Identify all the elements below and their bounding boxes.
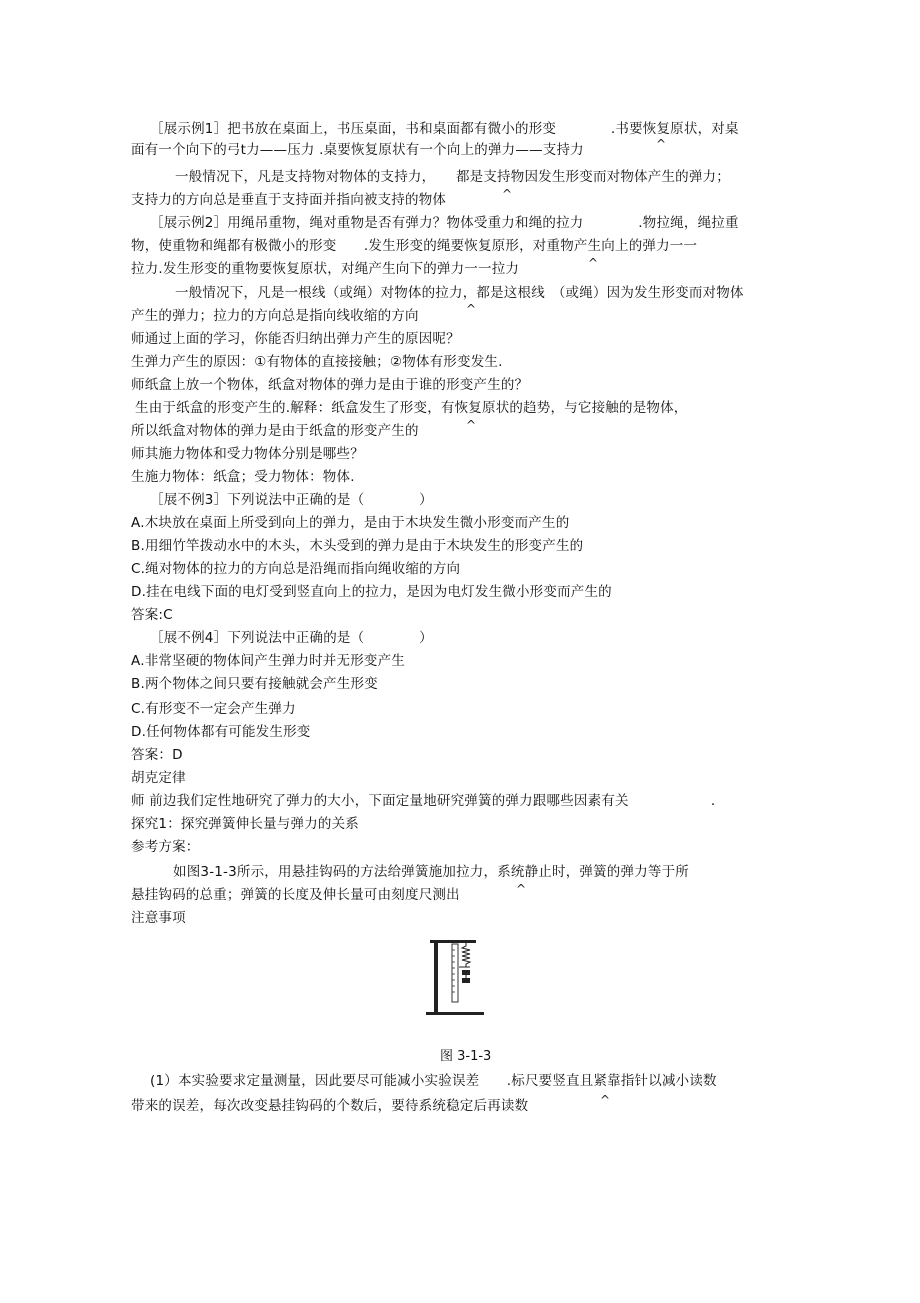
line-7: 拉力.发生形变的重物要恢复原状，对绳产生向下的弹力一一拉力 bbox=[131, 261, 520, 277]
line-22: 答案:C bbox=[131, 607, 173, 623]
line-10: 师通过上面的学习，你能否归纳出弹力产生的原因呢？ bbox=[131, 331, 460, 347]
line-31: 探究1：探究弹簧伸长量与弹力的关系 bbox=[131, 816, 359, 832]
line-25: B.两个物体之间只要有接触就会产生形变 bbox=[131, 676, 378, 692]
line-12: 师纸盒上放一个物体，纸盒对物体的弹力是由于谁的形变产生的？ bbox=[131, 377, 529, 393]
line-33: 如图3-1-3所示，用悬挂钩码的方法给弹簧施加拉力，系统静止时，弹簧的弹力等于所 bbox=[173, 864, 690, 880]
line-20: C.绳对物体的拉力的方向总是沿绳而指向绳收缩的方向 bbox=[131, 561, 461, 577]
line-34: 悬挂钩码的总重；弹簧的长度及伸长量可由刻度尺测出 bbox=[131, 887, 460, 903]
line-23: ［展不例4］下列说法中正确的是（ ） bbox=[150, 630, 433, 646]
hook-weight-2 bbox=[462, 978, 470, 983]
line-8: 一般情况下，凡是一根线（或绳）对物体的拉力，都是这根线 （或绳）因为发生形变而对物体 bbox=[175, 285, 744, 301]
line-37: 带来的误差，每次改变悬挂钩码的个数后，要待系统稳定后再读数 bbox=[131, 1098, 529, 1114]
spring-apparatus-figure bbox=[420, 932, 500, 1022]
line-32: 参考方案： bbox=[131, 839, 200, 855]
line-35: 注意事项 bbox=[131, 910, 186, 926]
line-36: (1）本实验要求定量测量，因此要尽可能减小实验误差 .标尺要竖直且紧靠指针以减小读数 bbox=[150, 1073, 717, 1089]
hook-weight-1 bbox=[462, 970, 470, 975]
line-30: 师 前边我们定性地研究了弹力的大小，下面定量地研究弹簧的弹力跟哪些因素有关 . bbox=[131, 793, 716, 809]
caret-mark: ^ bbox=[600, 1093, 611, 1107]
stand-base bbox=[426, 1012, 484, 1015]
line-26: C.有形变不一定会产生弹力 bbox=[131, 701, 296, 717]
line-18: A.木块放在桌面上所受到向上的弹力，是由于木块发生微小形变而产生的 bbox=[131, 515, 570, 531]
caret-mark: ^ bbox=[502, 187, 513, 201]
line-6: 物，使重物和绳都有极微小的形变 .发生形变的绳要恢复原形，对重物产生向上的弹力一一 bbox=[131, 238, 698, 254]
caret-mark: ^ bbox=[588, 256, 599, 270]
line-16: 生施力物体：纸盒；受力物体：物体. bbox=[131, 469, 355, 485]
stand-pole bbox=[434, 940, 438, 1014]
caret-mark: ^ bbox=[516, 882, 527, 896]
line-4: 支持力的方向总是垂直于支持面并指向被支持的物体 bbox=[131, 192, 447, 208]
line-3: 一般情况下，凡是支持物对物体的支持力， 都是支持物因发生形变而对物体产生的弹力； bbox=[175, 169, 730, 185]
line-14: 所以纸盒对物体的弹力是由于纸盒的形变产生的 bbox=[131, 423, 419, 439]
line-27: D.任何物体都有可能发生形变 bbox=[131, 724, 311, 740]
line-1: ［展示例1］把书放在桌面上，书压桌面，书和桌面都有微小的形变 .书要恢复原状，对桌 bbox=[150, 121, 739, 137]
caret-mark: ^ bbox=[656, 137, 667, 151]
figure-caption: 图 3-1-3 bbox=[440, 1049, 492, 1064]
line-15: 师其施力物体和受力物体分别是哪些？ bbox=[131, 446, 364, 462]
ruler bbox=[452, 944, 458, 1002]
line-13: 生由于纸盒的形变产生的.解释：纸盒发生了形变，有恢复原状的趋势，与它接触的是物体， bbox=[135, 400, 688, 416]
line-9: 产生的弹力；拉力的方向总是指向线收缩的方向 bbox=[131, 308, 419, 324]
line-11: 生弹力产生的原因：①有物体的直接接触；②物体有形变发生. bbox=[131, 354, 503, 370]
line-5: ［展示例2］用绳吊重物，绳对重物是否有弹力？物体受重力和绳的拉力 .物拉绳，绳拉重 bbox=[150, 215, 739, 231]
line-19: B.用细竹竿拨动水中的木头，木头受到的弹力是由于木块发生的形变产生的 bbox=[131, 538, 584, 554]
line-2: 面有一个向下的弓t力——压力 .桌要恢复原状有一个向上的弹力——支持力 bbox=[131, 142, 584, 158]
spring bbox=[462, 943, 470, 967]
caret-mark: ^ bbox=[466, 418, 477, 432]
line-29: 胡克定律 bbox=[131, 770, 186, 786]
caret-mark: ^ bbox=[466, 302, 477, 316]
line-28: 答案：D bbox=[131, 747, 183, 763]
line-17: ［展不例3］下列说法中正确的是（ ） bbox=[150, 492, 433, 508]
line-24: A.非常坚硬的物体间产生弹力时并无形变产生 bbox=[131, 653, 405, 669]
line-21: D.挂在电线下面的电灯受到竖直向上的拉力，是因为电灯发生微小形变而产生的 bbox=[131, 584, 612, 600]
